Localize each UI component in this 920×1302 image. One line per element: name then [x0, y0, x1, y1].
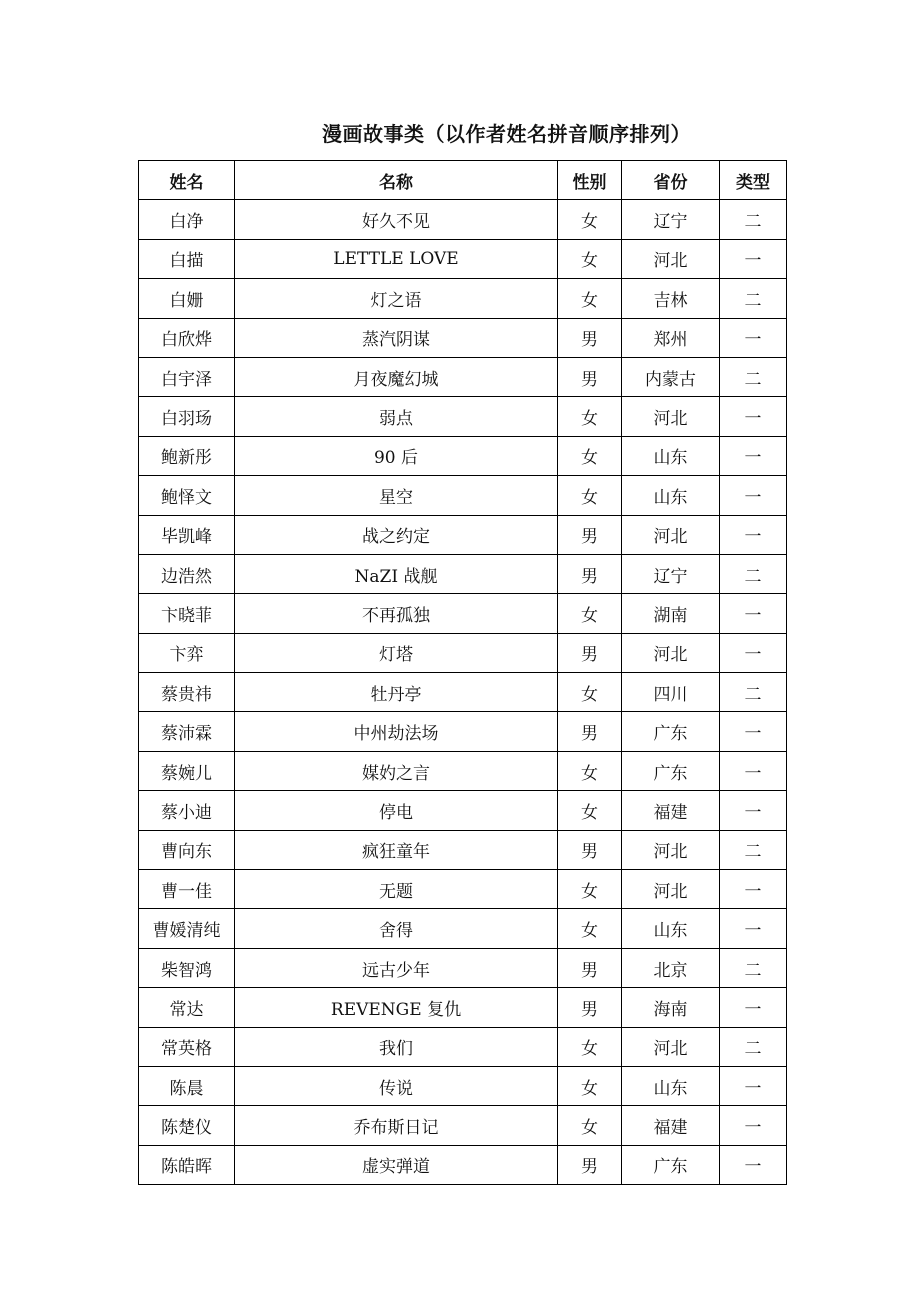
work-title-cell: 我们	[235, 1027, 558, 1066]
work-title-cell: 牡丹亭	[235, 673, 558, 712]
work-title-cell: 好久不见	[235, 200, 558, 239]
type-cell: 二	[720, 357, 787, 396]
work-title-cell: 战之约定	[235, 515, 558, 554]
author-name-cell: 蔡小迪	[139, 791, 235, 830]
work-title-cell: 月夜魔幻城	[235, 357, 558, 396]
work-title-cell: 传说	[235, 1066, 558, 1105]
work-title-cell: 无题	[235, 870, 558, 909]
work-title-cell: 灯之语	[235, 279, 558, 318]
province-cell: 山东	[622, 1066, 720, 1105]
author-name-cell: 毕凯峰	[139, 515, 235, 554]
table-row	[139, 318, 787, 357]
author-name-cell: 曹向东	[139, 830, 235, 869]
province-cell: 河北	[622, 239, 720, 278]
gender-cell: 男	[558, 515, 622, 554]
gender-cell: 女	[558, 200, 622, 239]
table-row	[139, 279, 787, 318]
province-cell: 广东	[622, 1145, 720, 1184]
work-title-cell: 媒妁之言	[235, 751, 558, 790]
column-header-gender: 性别	[558, 161, 622, 200]
table-row	[139, 239, 787, 278]
gender-cell: 女	[558, 397, 622, 436]
table-row	[139, 476, 787, 515]
province-cell: 辽宁	[622, 554, 720, 593]
table-row	[139, 633, 787, 672]
type-cell: 一	[720, 515, 787, 554]
province-cell: 河北	[622, 633, 720, 672]
gender-cell: 女	[558, 476, 622, 515]
table-row	[139, 988, 787, 1027]
province-cell: 辽宁	[622, 200, 720, 239]
table-row	[139, 948, 787, 987]
province-cell: 河北	[622, 515, 720, 554]
table-row	[139, 751, 787, 790]
type-cell: 一	[720, 476, 787, 515]
table-row	[139, 1027, 787, 1066]
work-title-cell: 舍得	[235, 909, 558, 948]
author-name-cell: 常达	[139, 988, 235, 1027]
type-cell: 一	[720, 712, 787, 751]
type-cell: 一	[720, 791, 787, 830]
work-title-cell: 虚实弹道	[235, 1145, 558, 1184]
table-row	[139, 712, 787, 751]
author-name-cell: 鲍新彤	[139, 436, 235, 475]
author-name-cell: 陈晨	[139, 1066, 235, 1105]
province-cell: 山东	[622, 909, 720, 948]
gender-cell: 男	[558, 554, 622, 593]
table-row	[139, 357, 787, 396]
work-title-cell: LETTLE LOVE	[235, 239, 558, 278]
province-cell: 河北	[622, 830, 720, 869]
gender-cell: 女	[558, 791, 622, 830]
document-title: 漫画故事类（以作者姓名拼音顺序排列）	[322, 122, 691, 146]
table-row	[139, 909, 787, 948]
author-name-cell: 蔡婉儿	[139, 751, 235, 790]
gender-cell: 女	[558, 1066, 622, 1105]
gender-cell: 女	[558, 239, 622, 278]
artists-table	[138, 160, 787, 1185]
province-cell: 河北	[622, 397, 720, 436]
column-header-work: 名称	[235, 161, 558, 200]
author-name-cell: 蔡沛霖	[139, 712, 235, 751]
author-name-cell: 白羽玚	[139, 397, 235, 436]
author-name-cell: 陈楚仪	[139, 1106, 235, 1145]
author-name-cell: 白净	[139, 200, 235, 239]
work-title-cell: REVENGE 复仇	[235, 988, 558, 1027]
author-name-cell: 曹一佳	[139, 870, 235, 909]
author-name-cell: 柴智鸿	[139, 948, 235, 987]
gender-cell: 男	[558, 1145, 622, 1184]
type-cell: 一	[720, 318, 787, 357]
type-cell: 一	[720, 751, 787, 790]
type-cell: 一	[720, 397, 787, 436]
type-cell: 一	[720, 239, 787, 278]
table-row	[139, 673, 787, 712]
author-name-cell: 白姗	[139, 279, 235, 318]
work-title-cell: 疯狂童年	[235, 830, 558, 869]
column-header-province: 省份	[622, 161, 720, 200]
author-name-cell: 卞弈	[139, 633, 235, 672]
table-row	[139, 870, 787, 909]
gender-cell: 女	[558, 673, 622, 712]
author-name-cell: 边浩然	[139, 554, 235, 593]
header-row	[139, 161, 787, 200]
table-row	[139, 1145, 787, 1184]
work-title-cell: 中州劫法场	[235, 712, 558, 751]
gender-cell: 男	[558, 988, 622, 1027]
table-row	[139, 594, 787, 633]
gender-cell: 男	[558, 357, 622, 396]
author-name-cell: 卞晓菲	[139, 594, 235, 633]
work-title-cell: 不再孤独	[235, 594, 558, 633]
table-row	[139, 1066, 787, 1105]
gender-cell: 男	[558, 318, 622, 357]
province-cell: 福建	[622, 1106, 720, 1145]
province-cell: 北京	[622, 948, 720, 987]
work-title-cell: 蒸汽阴谋	[235, 318, 558, 357]
author-name-cell: 曹媛清纯	[139, 909, 235, 948]
table-row	[139, 436, 787, 475]
province-cell: 河北	[622, 1027, 720, 1066]
province-cell: 吉林	[622, 279, 720, 318]
work-title-cell: 远古少年	[235, 948, 558, 987]
type-cell: 一	[720, 436, 787, 475]
province-cell: 海南	[622, 988, 720, 1027]
gender-cell: 女	[558, 279, 622, 318]
type-cell: 二	[720, 1027, 787, 1066]
type-cell: 一	[720, 909, 787, 948]
gender-cell: 女	[558, 870, 622, 909]
province-cell: 福建	[622, 791, 720, 830]
author-name-cell: 白宇泽	[139, 357, 235, 396]
author-name-cell: 鲍怿文	[139, 476, 235, 515]
gender-cell: 男	[558, 830, 622, 869]
table-header	[139, 161, 787, 200]
author-name-cell: 陈皓晖	[139, 1145, 235, 1184]
gender-cell: 男	[558, 948, 622, 987]
author-name-cell: 蔡贵祎	[139, 673, 235, 712]
work-title-cell: NaZI 战舰	[235, 554, 558, 593]
gender-cell: 男	[558, 712, 622, 751]
table-row	[139, 791, 787, 830]
province-cell: 湖南	[622, 594, 720, 633]
table-row	[139, 515, 787, 554]
province-cell: 广东	[622, 712, 720, 751]
table-body	[139, 200, 787, 1185]
type-cell: 二	[720, 279, 787, 318]
type-cell: 二	[720, 554, 787, 593]
table-row	[139, 397, 787, 436]
type-cell: 二	[720, 830, 787, 869]
province-cell: 广东	[622, 751, 720, 790]
table-row	[139, 1106, 787, 1145]
type-cell: 一	[720, 594, 787, 633]
gender-cell: 女	[558, 594, 622, 633]
type-cell: 一	[720, 633, 787, 672]
work-title-cell: 90 后	[235, 436, 558, 475]
work-title-cell: 灯塔	[235, 633, 558, 672]
work-title-cell: 弱点	[235, 397, 558, 436]
province-cell: 河北	[622, 870, 720, 909]
type-cell: 一	[720, 1066, 787, 1105]
province-cell: 郑州	[622, 318, 720, 357]
province-cell: 山东	[622, 476, 720, 515]
gender-cell: 女	[558, 909, 622, 948]
author-name-cell: 常英格	[139, 1027, 235, 1066]
gender-cell: 女	[558, 1027, 622, 1066]
province-cell: 山东	[622, 436, 720, 475]
author-name-cell: 白描	[139, 239, 235, 278]
gender-cell: 男	[558, 633, 622, 672]
column-header-type: 类型	[720, 161, 787, 200]
table-row	[139, 200, 787, 239]
table-row	[139, 830, 787, 869]
table-row	[139, 554, 787, 593]
type-cell: 一	[720, 988, 787, 1027]
gender-cell: 女	[558, 751, 622, 790]
work-title-cell: 停电	[235, 791, 558, 830]
type-cell: 一	[720, 1106, 787, 1145]
column-header-name: 姓名	[139, 161, 235, 200]
type-cell: 二	[720, 673, 787, 712]
type-cell: 一	[720, 870, 787, 909]
gender-cell: 女	[558, 436, 622, 475]
province-cell: 内蒙古	[622, 357, 720, 396]
gender-cell: 女	[558, 1106, 622, 1145]
work-title-cell: 乔布斯日记	[235, 1106, 558, 1145]
author-name-cell: 白欣烨	[139, 318, 235, 357]
type-cell: 一	[720, 1145, 787, 1184]
province-cell: 四川	[622, 673, 720, 712]
type-cell: 二	[720, 948, 787, 987]
work-title-cell: 星空	[235, 476, 558, 515]
type-cell: 二	[720, 200, 787, 239]
